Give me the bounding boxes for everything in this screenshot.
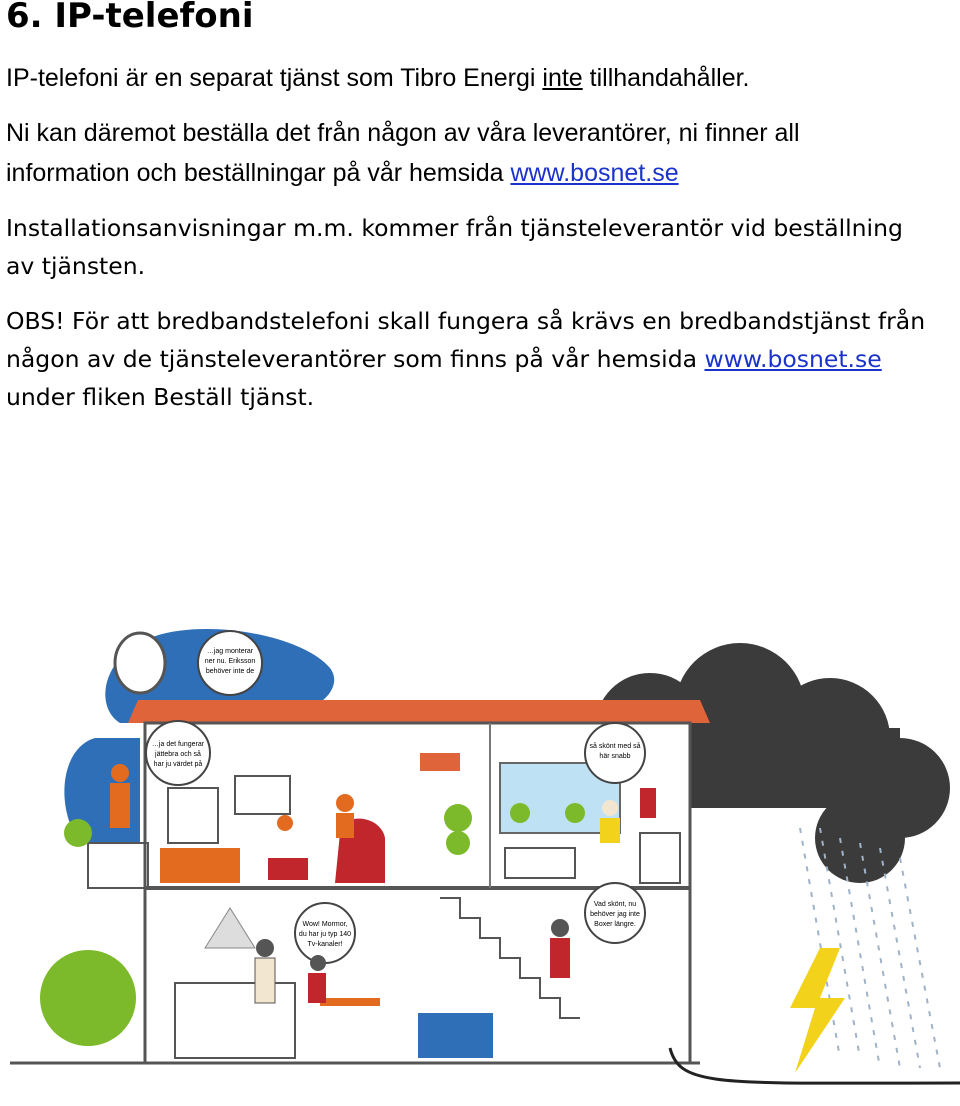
tv-screen [168, 788, 218, 843]
svg-text:du har ju typ 140: du har ju typ 140 [298, 931, 352, 938]
speech-bubble [295, 903, 355, 963]
speech-bubble [146, 721, 210, 785]
desk [640, 833, 680, 883]
kitchen-counter [175, 983, 295, 1058]
svg-text:Wow! Mormor,: Wow! Mormor, [302, 921, 348, 928]
svg-text:Tv-kanaler!: Tv-kanaler! [307, 941, 343, 948]
paragraph-order [6, 113, 906, 193]
intro-text: IP-telefoni är en separat tjänst som Tibro Energi [6, 64, 543, 92]
plant [64, 819, 92, 847]
plant [444, 804, 472, 832]
paragraph-installation [6, 209, 906, 285]
obs-text: OBS! För att bredbandstelefoni skall fungera så krävs en bredbandstjänst från någon av de tjänsteleverantörer som finns på vår hemsida [6, 307, 926, 373]
svg-text:här snabb: här snabb [599, 753, 631, 760]
intro-emphasis: inte [542, 64, 583, 92]
page-title: 6. IP-telefoni [6, 0, 254, 36]
roof [128, 700, 710, 723]
satellite-dish [115, 633, 165, 693]
paragraph-obs [6, 302, 941, 416]
desk-lamp [640, 788, 656, 818]
bosnet-link-2[interactable]: www.bosnet.se [704, 345, 882, 373]
tv-bench [160, 848, 240, 883]
svg-text:så skönt med så: så skönt med så [589, 743, 641, 750]
svg-text:behöver jag inte: behöver jag inte [590, 911, 640, 918]
svg-text:Vad skönt, nu: Vad skönt, nu [593, 901, 637, 908]
awning [420, 753, 460, 771]
lightning-bolt [790, 948, 845, 1073]
paragraph-intro [6, 58, 750, 98]
intro-text-end: tillhandahåller. [582, 64, 750, 92]
speech-bubble [198, 631, 262, 695]
svg-text:…ja det fungerar: …ja det fungerar [151, 741, 205, 748]
plant [510, 803, 530, 823]
svg-text:har ju värdet på: har ju värdet på [153, 761, 203, 768]
bookshelf [505, 848, 575, 878]
stool [268, 858, 308, 880]
installation-text: Installationsanvisningar m.m. kommer från tjänsteleverantör vid beställning av tjänsten. [6, 214, 903, 280]
balcony [88, 843, 148, 888]
svg-text:ner nu. Eriksson: ner nu. Eriksson [204, 658, 256, 665]
obs-text-end: under fliken Beställ tjänst. [6, 383, 315, 411]
speech-bubble [585, 883, 645, 943]
svg-text:…jag monterar: …jag monterar [206, 648, 254, 655]
svg-text:Boxer längre.: Boxer längre. [594, 921, 636, 928]
wall-picture [235, 776, 290, 814]
svg-text:behöver inte de: behöver inte de [205, 668, 255, 675]
plant [565, 803, 585, 823]
plant [446, 831, 470, 855]
cabinet [418, 1013, 493, 1058]
bosnet-link[interactable]: www.bosnet.se [510, 159, 679, 187]
house-illustration [0, 628, 960, 1106]
speech-bubble [585, 723, 645, 783]
svg-text:jättebra och så: jättebra och så [155, 751, 201, 758]
kitchen-table [320, 998, 380, 1006]
order-text: Ni kan däremot beställa det från någon av våra leverantörer, ni finner all information och beställningar på vår hemsida [6, 119, 800, 187]
bush [40, 950, 136, 1046]
